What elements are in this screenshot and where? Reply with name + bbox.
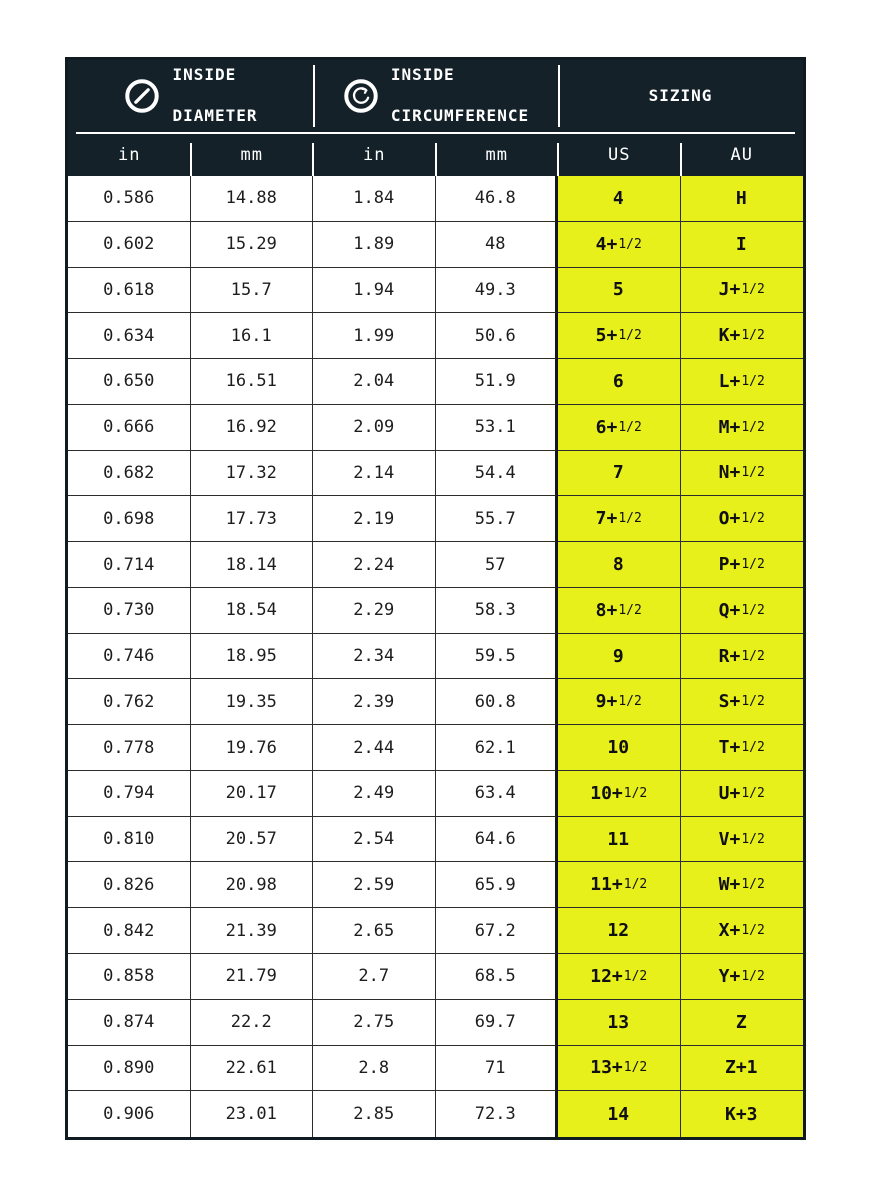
- cell-circumference-in: 2.59: [313, 862, 436, 908]
- size-fraction: 1/2: [741, 877, 765, 893]
- table-row: [68, 1000, 803, 1046]
- size-main: 11: [607, 828, 630, 850]
- cell-diameter-mm: 20.57: [191, 817, 314, 863]
- header-line1: INSIDE: [172, 64, 237, 84]
- header-divider: [313, 65, 315, 127]
- unit-diameter-in: in: [68, 134, 191, 176]
- cell-diameter-in: 0.762: [68, 679, 191, 725]
- cell-diameter-in: 0.906: [68, 1091, 191, 1137]
- unit-sizing-au: AU: [730, 145, 753, 165]
- size-fraction: 1/2: [741, 968, 765, 984]
- cell-size-au: [681, 176, 804, 222]
- table-header: [68, 60, 803, 132]
- header-label-inside-circumference: [391, 65, 529, 127]
- size-fraction: 1/2: [741, 602, 765, 618]
- cell-circumference-in: 2.34: [313, 634, 436, 680]
- cell-size-au: [681, 634, 804, 680]
- cell-size-au: [681, 1046, 804, 1092]
- cell-circumference-in: 2.8: [313, 1046, 436, 1092]
- size-fraction: 1/2: [741, 648, 765, 664]
- cell-size-us: [558, 1046, 681, 1092]
- table-row: [68, 634, 803, 680]
- size-main: 13: [607, 1011, 630, 1033]
- size-main: 12: [607, 920, 630, 942]
- cell-diameter-in: 0.634: [68, 313, 191, 359]
- size-main: O+: [718, 508, 741, 530]
- header-label-inside-diameter: [172, 65, 257, 127]
- cell-circumference-in: 1.94: [313, 268, 436, 314]
- cell-diameter-in: 0.586: [68, 176, 191, 222]
- cell-circumference-mm: 54.4: [436, 451, 559, 497]
- cell-diameter-in: 0.842: [68, 908, 191, 954]
- cell-circumference-mm: 48: [436, 222, 559, 268]
- cell-diameter-in: 0.858: [68, 954, 191, 1000]
- cell-size-au: [681, 313, 804, 359]
- cell-diameter-mm: 21.79: [191, 954, 314, 1000]
- cell-diameter-mm: 16.92: [191, 405, 314, 451]
- cell-diameter-in: 0.810: [68, 817, 191, 863]
- size-main: K+: [718, 325, 741, 347]
- cell-diameter-mm: 15.7: [191, 268, 314, 314]
- cell-diameter-mm: 16.51: [191, 359, 314, 405]
- cell-circumference-mm: 58.3: [436, 588, 559, 634]
- size-main: 6: [612, 370, 624, 392]
- size-fraction: 1/2: [741, 740, 765, 756]
- size-fraction: 1/2: [741, 785, 765, 801]
- cell-size-us: [558, 222, 681, 268]
- size-main: 8+: [595, 599, 618, 621]
- table-row: [68, 862, 803, 908]
- size-main: Z: [735, 1011, 747, 1033]
- cell-size-us: [558, 725, 681, 771]
- size-main: U+: [718, 782, 741, 804]
- unit-circumference-mm: mm: [436, 134, 559, 176]
- cell-circumference-in: 1.84: [313, 176, 436, 222]
- cell-circumference-mm: 59.5: [436, 634, 559, 680]
- cell-size-au: [681, 268, 804, 314]
- size-main: 13+: [590, 1057, 623, 1079]
- cell-diameter-mm: 17.32: [191, 451, 314, 497]
- size-main: K+3: [724, 1103, 758, 1125]
- cell-size-us: [558, 634, 681, 680]
- cell-diameter-mm: 18.14: [191, 542, 314, 588]
- cell-size-au: [681, 862, 804, 908]
- size-fraction: 1/2: [741, 557, 765, 572]
- cell-diameter-in: 0.826: [68, 862, 191, 908]
- cell-size-au: [681, 1000, 804, 1046]
- size-main: S+: [718, 691, 741, 713]
- cell-circumference-in: 2.04: [313, 359, 436, 405]
- size-fraction: 1/2: [618, 419, 642, 435]
- cell-diameter-in: 0.730: [68, 588, 191, 634]
- size-main: W+: [718, 874, 741, 896]
- cell-circumference-mm: 53.1: [436, 405, 559, 451]
- cell-diameter-in: 0.618: [68, 268, 191, 314]
- cell-circumference-mm: 72.3: [436, 1091, 559, 1137]
- size-fraction: 1/2: [741, 831, 765, 847]
- cell-diameter-in: 0.602: [68, 222, 191, 268]
- table-row: [68, 725, 803, 771]
- cell-size-au: [681, 908, 804, 954]
- cell-size-us: [558, 817, 681, 863]
- cell-circumference-mm: 55.7: [436, 496, 559, 542]
- size-main: 5: [612, 279, 624, 301]
- table-row: [68, 496, 803, 542]
- cell-circumference-mm: 63.4: [436, 771, 559, 817]
- size-main: 11+: [590, 874, 623, 896]
- size-fraction: 1/2: [618, 328, 642, 344]
- cell-size-us: [558, 359, 681, 405]
- header-inside-circumference: [313, 60, 558, 132]
- size-main: V+: [718, 828, 741, 850]
- size-main: N+: [718, 462, 741, 484]
- diameter-icon: [123, 77, 161, 115]
- cell-size-us: [558, 405, 681, 451]
- cell-circumference-mm: 68.5: [436, 954, 559, 1000]
- header-label-sizing: SIZING: [648, 85, 713, 105]
- cell-circumference-mm: 49.3: [436, 268, 559, 314]
- table-row: [68, 771, 803, 817]
- cell-size-au: [681, 451, 804, 497]
- cell-diameter-in: 0.698: [68, 496, 191, 542]
- size-fraction: 1/2: [741, 511, 765, 527]
- units-row: [68, 134, 803, 176]
- unit-sizing-us: US: [558, 134, 681, 176]
- header-line2: CIRCUMFERENCE: [390, 106, 530, 126]
- cell-size-au: [681, 954, 804, 1000]
- cell-diameter-in: 0.666: [68, 405, 191, 451]
- size-fraction: 1/2: [741, 694, 765, 710]
- cell-diameter-in: 0.778: [68, 725, 191, 771]
- cell-size-us: [558, 176, 681, 222]
- header-sizing: [558, 60, 803, 132]
- cell-diameter-mm: 22.61: [191, 1046, 314, 1092]
- size-fraction: 1/2: [623, 968, 648, 984]
- cell-diameter-mm: 19.35: [191, 679, 314, 725]
- cell-size-us: [558, 1000, 681, 1046]
- cell-diameter-mm: 14.88: [191, 176, 314, 222]
- size-main: J+: [718, 279, 741, 301]
- cell-circumference-in: 2.44: [313, 725, 436, 771]
- header-inside-diameter: [68, 60, 313, 132]
- cell-circumference-in: 2.65: [313, 908, 436, 954]
- cell-size-us: [558, 862, 681, 908]
- cell-size-au: [681, 679, 804, 725]
- table-row: [68, 908, 803, 954]
- cell-circumference-mm: 60.8: [436, 679, 559, 725]
- size-main: 4: [612, 187, 624, 209]
- header-line1: INSIDE: [390, 64, 455, 84]
- cell-circumference-mm: 57: [436, 542, 559, 588]
- cell-circumference-in: 2.14: [313, 451, 436, 497]
- table-row: [68, 817, 803, 863]
- cell-diameter-mm: 21.39: [191, 908, 314, 954]
- cell-diameter-mm: 22.2: [191, 1000, 314, 1046]
- cell-diameter-in: 0.714: [68, 542, 191, 588]
- cell-size-au: [681, 817, 804, 863]
- cell-size-au: [681, 771, 804, 817]
- size-main: 10: [607, 737, 630, 759]
- cell-size-us: [558, 588, 681, 634]
- unit-diameter-mm: mm: [191, 134, 314, 176]
- table-row: [68, 268, 803, 314]
- cell-circumference-in: 2.85: [313, 1091, 436, 1137]
- cell-size-au: [681, 222, 804, 268]
- cell-diameter-in: 0.682: [68, 451, 191, 497]
- header-divider: [558, 65, 560, 127]
- cell-diameter-in: 0.890: [68, 1046, 191, 1092]
- size-fraction: 1/2: [741, 465, 765, 481]
- size-fraction: 1/2: [623, 785, 648, 801]
- cell-diameter-in: 0.794: [68, 771, 191, 817]
- size-main: 5+: [595, 325, 618, 347]
- cell-circumference-in: 2.24: [313, 542, 436, 588]
- size-fraction: 1/2: [741, 282, 765, 298]
- cell-size-us: [558, 313, 681, 359]
- size-fraction: 1/2: [618, 236, 642, 252]
- cell-size-au: [681, 405, 804, 451]
- cell-circumference-mm: 67.2: [436, 908, 559, 954]
- table-row: [68, 313, 803, 359]
- size-fraction: 1/2: [618, 694, 642, 710]
- cell-circumference-mm: 46.8: [436, 176, 559, 222]
- size-fraction: 1/2: [623, 1060, 648, 1076]
- size-main: I: [735, 233, 747, 255]
- cell-diameter-in: 0.650: [68, 359, 191, 405]
- cell-diameter-mm: 18.54: [191, 588, 314, 634]
- table-row: [68, 176, 803, 222]
- header-line2: DIAMETER: [172, 106, 258, 126]
- cell-circumference-in: 2.7: [313, 954, 436, 1000]
- circumference-icon: [342, 77, 380, 115]
- size-main: X+: [718, 920, 741, 942]
- cell-size-us: [558, 542, 681, 588]
- cell-circumference-in: 2.19: [313, 496, 436, 542]
- cell-size-au: [681, 496, 804, 542]
- table-row: [68, 451, 803, 497]
- size-main: 12+: [590, 965, 623, 987]
- size-main: 14: [607, 1103, 630, 1125]
- size-fraction: 1/2: [618, 511, 642, 527]
- table-body: [68, 176, 803, 1137]
- cell-diameter-mm: 20.98: [191, 862, 314, 908]
- cell-size-us: [558, 496, 681, 542]
- table-row: [68, 222, 803, 268]
- table-row: [68, 1091, 803, 1137]
- size-main: Q+: [718, 599, 741, 621]
- cell-circumference-in: 2.49: [313, 771, 436, 817]
- cell-diameter-in: 0.746: [68, 634, 191, 680]
- cell-circumference-mm: 64.6: [436, 817, 559, 863]
- size-main: 9+: [595, 691, 618, 713]
- cell-size-us: [558, 451, 681, 497]
- unit-circumference-in: in: [313, 134, 436, 176]
- size-fraction: 1/2: [741, 328, 765, 344]
- cell-size-au: [681, 588, 804, 634]
- size-main: P+: [718, 554, 741, 575]
- cell-circumference-mm: 71: [436, 1046, 559, 1092]
- size-main: L+: [718, 370, 741, 392]
- size-main: H: [735, 187, 747, 209]
- size-main: 4+: [595, 233, 618, 255]
- size-fraction: 1/2: [741, 419, 765, 435]
- cell-circumference-mm: 51.9: [436, 359, 559, 405]
- cell-diameter-mm: 20.17: [191, 771, 314, 817]
- cell-diameter-in: 0.874: [68, 1000, 191, 1046]
- cell-circumference-in: 2.29: [313, 588, 436, 634]
- size-main: 10+: [590, 782, 623, 804]
- cell-size-us: [558, 1091, 681, 1137]
- size-main: 7+: [595, 508, 618, 530]
- cell-circumference-in: 2.75: [313, 1000, 436, 1046]
- cell-diameter-mm: 18.95: [191, 634, 314, 680]
- cell-circumference-in: 2.54: [313, 817, 436, 863]
- table-row: [68, 1046, 803, 1092]
- size-main: 7: [612, 462, 624, 484]
- size-fraction: 1/2: [741, 923, 765, 939]
- size-main: 9: [612, 645, 624, 667]
- size-fraction: 1/2: [623, 877, 648, 893]
- table-row: [68, 588, 803, 634]
- cell-circumference-in: 2.09: [313, 405, 436, 451]
- cell-diameter-mm: 15.29: [191, 222, 314, 268]
- table-row: [68, 954, 803, 1000]
- cell-circumference-mm: 50.6: [436, 313, 559, 359]
- cell-size-us: [558, 268, 681, 314]
- size-main: Z+1: [724, 1057, 758, 1079]
- cell-size-au: [681, 542, 804, 588]
- table-row: [68, 679, 803, 725]
- size-main: T+: [718, 737, 741, 759]
- table-row: [68, 542, 803, 588]
- cell-circumference-in: 1.89: [313, 222, 436, 268]
- size-fraction: 1/2: [618, 602, 642, 618]
- cell-size-au: [681, 725, 804, 771]
- table-row: [68, 359, 803, 405]
- cell-circumference-mm: 65.9: [436, 862, 559, 908]
- cell-circumference-in: 1.99: [313, 313, 436, 359]
- cell-circumference-in: 2.39: [313, 679, 436, 725]
- cell-diameter-mm: 16.1: [191, 313, 314, 359]
- table-row: [68, 405, 803, 451]
- size-main: Y+: [718, 965, 741, 987]
- size-main: 8: [612, 554, 624, 575]
- size-main: 6+: [595, 416, 618, 438]
- size-main: M+: [718, 416, 741, 438]
- size-fraction: 1/2: [741, 373, 765, 389]
- cell-diameter-mm: 23.01: [191, 1091, 314, 1137]
- cell-size-us: [558, 908, 681, 954]
- cell-circumference-mm: 62.1: [436, 725, 559, 771]
- cell-size-us: [558, 771, 681, 817]
- cell-diameter-mm: 19.76: [191, 725, 314, 771]
- cell-size-us: [558, 954, 681, 1000]
- cell-size-au: [681, 1091, 804, 1137]
- cell-size-au: [681, 359, 804, 405]
- cell-diameter-mm: 17.73: [191, 496, 314, 542]
- cell-circumference-mm: 69.7: [436, 1000, 559, 1046]
- ring-size-chart: [65, 57, 806, 1140]
- size-main: R+: [718, 645, 741, 667]
- cell-size-us: [558, 679, 681, 725]
